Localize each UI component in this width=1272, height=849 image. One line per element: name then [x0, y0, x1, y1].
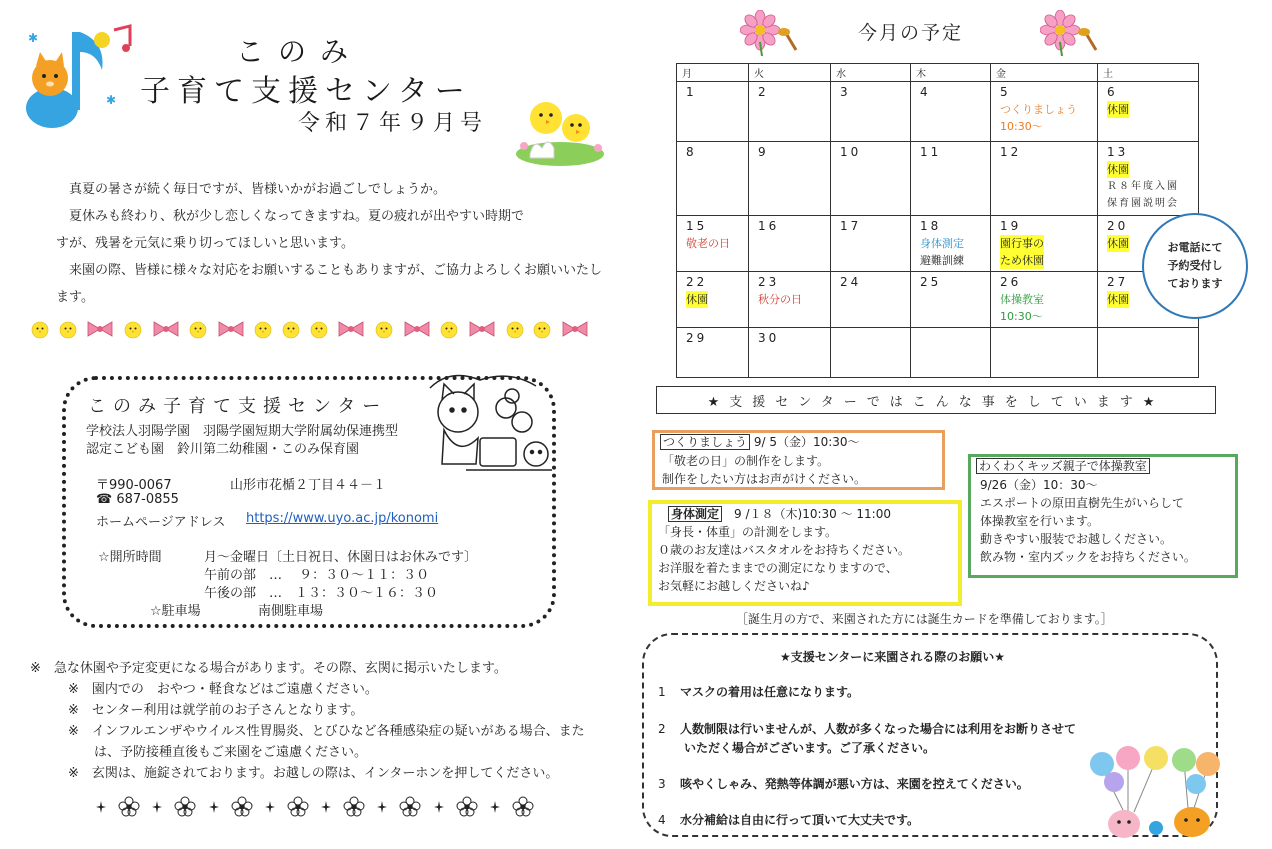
sparkle-icon [265, 795, 275, 819]
chick-icon [58, 318, 78, 340]
greeting-line: 来園の際、皆様に様々な対応をお願いすることもありますが、ご協力よろしくお願いいたし [56, 263, 603, 278]
request-text: 水分補給は自由に行って頂いて大丈夫です。 [680, 813, 920, 827]
center-info-title: このみ子育て支援センター [88, 396, 388, 417]
request-text-cont: いただく場合がございます。ご了承ください。 [684, 741, 936, 755]
calendar-week-row [677, 328, 1199, 378]
calendar-day-number: 9 [758, 145, 769, 159]
flower-icon [285, 795, 311, 819]
calendar-event: 園行事の [1000, 237, 1044, 250]
calendar-week-row [677, 82, 1199, 142]
greeting-line: すが、残暑を元気に乗り切ってほしいと思います。 [56, 236, 354, 251]
flower-icon [510, 795, 536, 819]
sparkle-icon [96, 795, 106, 819]
calendar-day-cell [677, 328, 749, 378]
activity-shintai-line: 「身長・体重」の計測をします。 [658, 525, 838, 539]
note-item: ※ センター利用は就学前のお子さんとなります。 [68, 703, 364, 718]
center-org-line1: 学校法人羽陽学園 羽陽学園短期大学附属幼保連携型 [86, 424, 399, 439]
chicks-icon [510, 88, 610, 168]
calendar-day-cell [749, 272, 831, 328]
chick-icon [374, 318, 394, 340]
ribbon-icon [467, 318, 497, 340]
calendar-event: つくりましょう [1000, 103, 1077, 116]
greeting-text [56, 176, 631, 311]
note-item: ※ 玄関は、施錠されております。お越しの際は、インターホンを押してください。 [68, 766, 559, 781]
chick-icon [30, 318, 50, 340]
calendar-event: 体操教室 [1000, 293, 1044, 306]
calendar-event: ため休園 [1000, 254, 1044, 267]
calendar-day-number: 5 [1000, 85, 1011, 99]
calendar-day-cell [831, 328, 911, 378]
activity-tsukuri-tag: つくりましょう [660, 434, 750, 450]
calendar-day-cell [991, 142, 1098, 216]
ribbon-icon [151, 318, 181, 340]
calendar-day-number: 18 [920, 219, 942, 233]
calendar-header-cell: 火 [749, 64, 831, 82]
sparkle-icon [321, 795, 331, 819]
sparkle-icon [490, 795, 500, 819]
calendar-header-cell: 金 [991, 64, 1098, 82]
request-text: 人数制限は行いませんが、人数が多くなった場合には利用をお断りさせて [680, 722, 1077, 736]
phone-note-line: ております [1167, 277, 1223, 290]
calendar-day-cell [1098, 328, 1199, 378]
calendar-event: 休園 [1107, 163, 1129, 176]
calendar-week-row [677, 272, 1199, 328]
calendar-day-number: 26 [1000, 275, 1022, 289]
notes-section [30, 658, 585, 784]
calendar-day-number: 13 [1107, 145, 1129, 159]
calendar-day-cell [911, 216, 991, 272]
calendar-day-cell [749, 328, 831, 378]
request-text: 咳やくしゃみ、発熱等体調が悪い方は、来園を控えてください。 [680, 777, 1029, 791]
cat-music-note-icon [10, 22, 138, 134]
calendar-day-number: 3 [840, 85, 851, 99]
hours-am: 午前の部 … ９：３０～１１：３０ [204, 568, 430, 583]
activity-tsukuri-when: 9/ 5（金）10:30～ [750, 435, 860, 449]
requests-title: ★支援センターに来園される際のお願い★ [780, 650, 1006, 664]
greeting-line: ます。 [56, 290, 94, 305]
calendar-day-number: 30 [758, 331, 780, 345]
calendar-day-number: 17 [840, 219, 862, 233]
activity-taiso-header [976, 458, 1150, 475]
activity-shintai-header [668, 506, 891, 523]
calendar-header-cell: 土 [1098, 64, 1199, 82]
activity-taiso-line: 動きやすい服装でお越しください。 [980, 532, 1173, 546]
activities-banner: ★支援センターではこんな事をしています★ [656, 386, 1216, 414]
calendar-day-cell [1098, 82, 1199, 142]
calendar-day-cell [991, 272, 1098, 328]
flower-border [96, 794, 536, 820]
calendar-day-number: 6 [1107, 85, 1118, 99]
chick-icon [505, 318, 525, 340]
activity-taiso-line: 体操教室を行います。 [980, 514, 1100, 528]
activity-taiso-line: エスポートの原田直樹先生がいらして [980, 496, 1185, 510]
cosmos-flower-icon [740, 10, 798, 58]
parking-value: 南側駐車場 [258, 604, 324, 619]
calendar-event: 避難訓練 [920, 254, 964, 267]
phone-note-line: お電話にて [1167, 241, 1223, 254]
activity-tsukuri-line: 制作をしたい方はお声がけください。 [662, 472, 867, 486]
calendar-event: 休園 [686, 293, 708, 306]
flower-icon [172, 795, 198, 819]
flower-icon [341, 795, 367, 819]
chick-icon [532, 318, 552, 340]
calendar-day-cell [911, 272, 991, 328]
sparkle-icon [434, 795, 444, 819]
notes-main: ※ 急な休園や予定変更になる場合があります。その際、玄関に掲示いたします。 [30, 661, 507, 676]
calendar-day-number: 4 [920, 85, 931, 99]
activity-shintai-line: お洋服を着たままでの測定になりますので、 [658, 561, 898, 575]
request-num: 4 [658, 813, 666, 827]
calendar-event: 休園 [1107, 293, 1129, 306]
chick-icon [439, 318, 459, 340]
greeting-line: 真夏の暑さが続く毎日ですが、皆様いかがお過ごしでしょうか。 [56, 182, 447, 197]
activity-shintai-line: お気軽にお越しくださいね♪ [658, 579, 810, 593]
calendar-event: 10:30～ [1000, 310, 1043, 323]
calendar-day-number: 12 [1000, 145, 1022, 159]
center-tel: ☎ 687-0855 [96, 492, 179, 507]
request-num: 1 [658, 685, 666, 699]
calendar-header-cell: 水 [831, 64, 911, 82]
activity-tsukuri-header [660, 434, 860, 451]
chick-ribbon-border [30, 314, 590, 344]
request-num: 3 [658, 777, 666, 791]
calendar-day-cell [677, 216, 749, 272]
calendar-header-cell: 月 [677, 64, 749, 82]
calendar-day-cell [749, 216, 831, 272]
calendar-day-number: 15 [686, 219, 708, 233]
sparkle-icon [377, 795, 387, 819]
flower-icon [454, 795, 480, 819]
calendar-day-cell [831, 272, 911, 328]
calendar-day-cell [911, 328, 991, 378]
note-item: ※ インフルエンザやウイルス性胃腸炎、とびひなど各種感染症の疑いがある場合、また [68, 724, 585, 739]
svg-text:✱: ✱ [28, 31, 39, 45]
activity-taiso-tag: わくわくキッズ親子で体操教室 [976, 458, 1150, 474]
request-item [658, 811, 919, 828]
ribbon-icon [216, 318, 246, 340]
calendar-day-number: 20 [1107, 219, 1129, 233]
calendar-day-cell [991, 328, 1098, 378]
activity-tsukuri-line: 「敬老の日」の制作をします。 [662, 454, 830, 468]
chick-icon [281, 318, 301, 340]
phone-reservation-note [1142, 213, 1248, 319]
note-item: は、予防接種直後もご来園をご遠慮ください。 [68, 745, 368, 760]
hours-pm: 午後の部 … １３：３０～１６：３０ [204, 586, 439, 601]
calendar-event: 休園 [1107, 237, 1129, 250]
request-num: 2 [658, 722, 666, 736]
calendar-event: 10:30～ [1000, 120, 1043, 133]
calendar-day-cell [677, 82, 749, 142]
calendar-day-number: 22 [686, 275, 708, 289]
center-address: 山形市花楯２丁目４４－１ [230, 478, 387, 493]
calendar-event: 休園 [1107, 103, 1129, 116]
center-hp-label: ホームページアドレス [96, 515, 226, 530]
calendar-week-row [677, 216, 1199, 272]
sparkle-icon [209, 795, 219, 819]
calendar-event: 敬老の日 [686, 237, 730, 250]
hours-days: 月～金曜日〔土日祝日、休園日はお休みです〕 [204, 550, 478, 565]
activity-shintai-line: ０歳のお友達はバスタオルをお持ちください。 [658, 543, 911, 557]
calendar-day-cell [831, 82, 911, 142]
calendar-day-cell [749, 82, 831, 142]
calendar-event: 保育園説明会 [1107, 198, 1179, 209]
calendar-event: Ｒ８年度入園 [1107, 181, 1179, 192]
request-item [658, 720, 1076, 737]
calendar-day-cell [911, 82, 991, 142]
calendar-day-cell [991, 216, 1098, 272]
phone-note-line: 予約受付し [1167, 259, 1223, 272]
center-postal: 〒990-0067 [96, 478, 172, 493]
calendar-event: 秋分の日 [758, 293, 802, 306]
greeting-line: 夏休みも終わり、秋が少し恋しくなってきますね。夏の疲れが出やすい時期で [56, 209, 525, 224]
flower-icon [397, 795, 423, 819]
center-org-line2: 認定こども園 鈴川第二幼稚園・このみ保育園 [86, 442, 360, 457]
header-title: 子育て支援センター [140, 74, 472, 109]
calendar-day-number: 27 [1107, 275, 1129, 289]
chick-icon [309, 318, 329, 340]
calendar-day-number: 10 [840, 145, 862, 159]
request-item [658, 775, 1029, 792]
center-hp-link[interactable]: https://www.uyo.ac.jp/konomi [246, 511, 439, 526]
ribbon-icon [560, 318, 590, 340]
calendar-day-number: 11 [920, 145, 942, 159]
activity-shintai-when: 9 /１８（木)10:30 ～ 11:00 [722, 507, 891, 521]
balloon-animals-icon [1084, 746, 1224, 842]
calendar-day-number: 24 [840, 275, 862, 289]
sparkle-icon [152, 795, 162, 819]
flower-icon [116, 795, 142, 819]
schedule-title: 今月の予定 [858, 22, 964, 44]
request-item [658, 683, 859, 700]
svg-text:✱: ✱ [106, 93, 117, 107]
calendar-day-cell [831, 216, 911, 272]
request-text: マスクの着用は任意になります。 [680, 685, 860, 699]
ribbon-icon [336, 318, 366, 340]
note-item: ※ 園内での おやつ・軽食などはご遠慮ください。 [68, 682, 378, 697]
calendar-day-number: 25 [920, 275, 942, 289]
calendar-day-number: 1 [686, 85, 697, 99]
calendar-day-cell [991, 82, 1098, 142]
calendar-day-number: 29 [686, 331, 708, 345]
activity-taiso-when: 9/26（金）10：30～ [980, 478, 1098, 492]
calendar-day-cell [677, 142, 749, 216]
calendar-day-cell [677, 272, 749, 328]
header-line1: このみ [236, 35, 363, 68]
chick-icon [253, 318, 273, 340]
calendar-day-number: 8 [686, 145, 697, 159]
ribbon-icon [85, 318, 115, 340]
calendar-day-cell [831, 142, 911, 216]
calendar-day-cell [1098, 142, 1199, 216]
activity-shintai-tag: 身体測定 [668, 506, 722, 522]
activity-taiso-line: 飲み物・室内ズックをお持ちください。 [980, 550, 1196, 564]
calendar-day-cell [911, 142, 991, 216]
birthday-note: ［誕生月の方で、来園された方には誕生カードを準備しております。］ [736, 612, 1113, 626]
header-issue: 令和７年９月号 [298, 111, 488, 136]
calendar-day-cell [749, 142, 831, 216]
calendar-day-number: 16 [758, 219, 780, 233]
flower-icon [229, 795, 255, 819]
calendar-day-number: 23 [758, 275, 780, 289]
calendar-day-number: 19 [1000, 219, 1022, 233]
calendar-event: 身体測定 [920, 237, 964, 250]
cat-reading-icon [420, 368, 560, 480]
ribbon-icon [402, 318, 432, 340]
cosmos-flower-icon [1040, 10, 1098, 58]
calendar-header-row [677, 64, 1199, 82]
chick-icon [123, 318, 143, 340]
parking-label: ☆駐車場 [150, 604, 201, 619]
hours-label: ☆開所時間 [98, 550, 162, 565]
chick-icon [188, 318, 208, 340]
calendar-header-cell: 木 [911, 64, 991, 82]
schedule-calendar [676, 63, 1199, 378]
calendar-day-number: 2 [758, 85, 769, 99]
calendar-week-row [677, 142, 1199, 216]
